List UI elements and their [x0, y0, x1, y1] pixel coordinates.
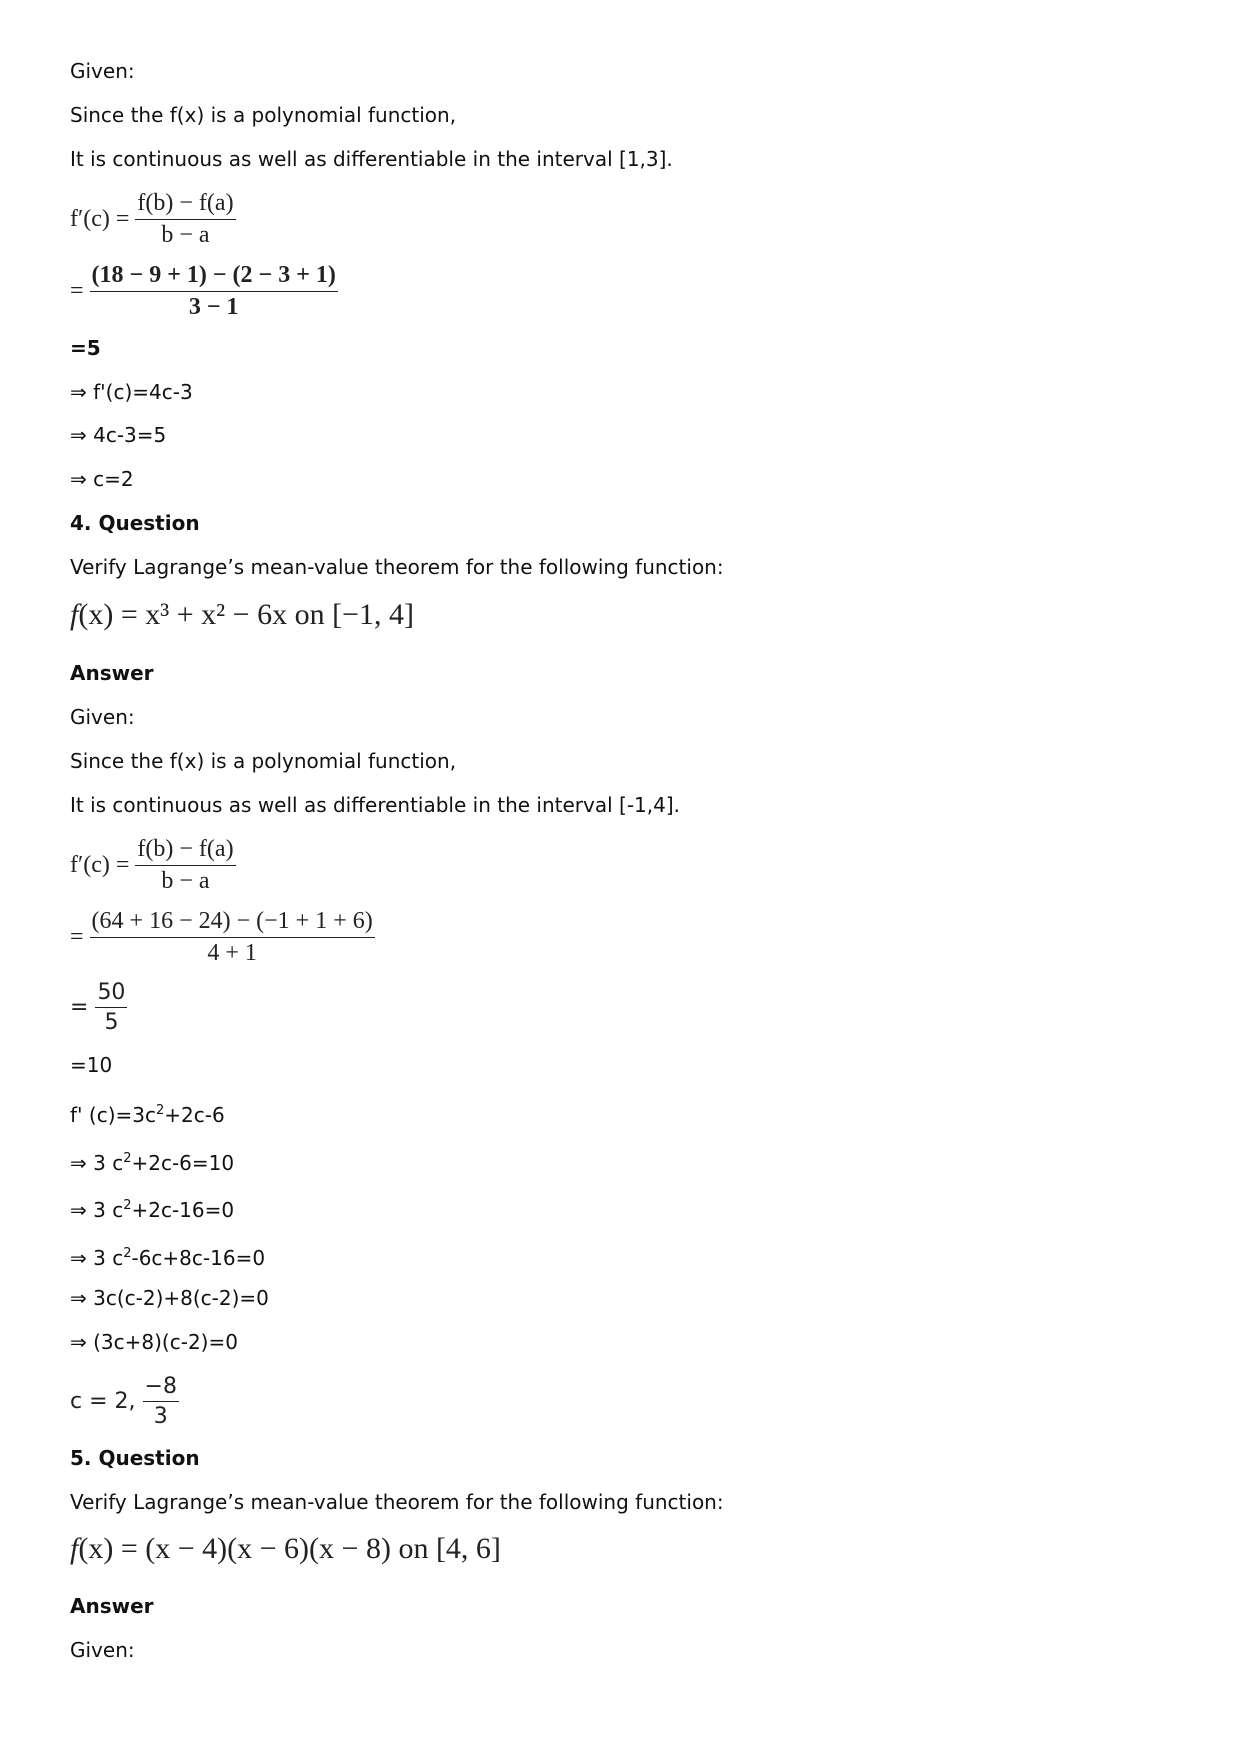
mvt-lhs: f′(c) =: [70, 852, 130, 878]
step-line: ⇒ 3c(c-2)+8(c-2)=0: [70, 1286, 269, 1310]
mvt-formula: [70, 190, 236, 249]
substitution-fraction: [90, 262, 338, 321]
equals-sign: =: [70, 278, 84, 304]
result-value: =5: [70, 336, 101, 360]
answer-label: Answer: [70, 661, 154, 685]
continuity-statement: It is continuous as well as differentiable in the interval [-1,4].: [70, 793, 681, 817]
step-line: ⇒ 3 $c^2-6c+8c-16=0$: [70, 1246, 266, 1270]
continuity-statement: It is continuous as well as differentiable in the interval [1,3].: [70, 147, 673, 171]
simplified-fraction: [70, 980, 127, 1035]
equals-sign: =: [70, 995, 89, 1020]
substitution-numerator: (64 + 16 − 24) − (−1 + 1 + 6): [90, 908, 375, 938]
question-5-heading: 5. Question: [70, 1446, 200, 1470]
mvt-formula: [70, 836, 236, 895]
given-label: Given:: [70, 705, 135, 729]
final-lhs: c = 2,: [70, 1389, 136, 1414]
substitution-formula: [70, 908, 375, 967]
question-4-heading: 4. Question: [70, 511, 200, 535]
polynomial-statement: Since the f(x) is a polynomial function,: [70, 103, 457, 127]
fraction-numerator: 50: [95, 980, 127, 1008]
equals-sign: =: [70, 924, 84, 950]
substitution-fraction: [90, 908, 375, 967]
substitution-denominator: 3 − 1: [188, 294, 239, 320]
final-denominator: 3: [153, 1404, 168, 1429]
substitution-denominator: 4 + 1: [207, 940, 257, 966]
result-value: =10: [70, 1053, 113, 1077]
mvt-numerator: f(b) − f(a): [135, 190, 235, 220]
step-equation: ⇒ 4c-3=5: [70, 423, 167, 447]
substitution-formula: [70, 262, 338, 321]
mvt-fraction: [135, 190, 235, 249]
question-5-function: f(x) = (x − 4)(x − 6)(x − 8) on [4, 6]: [70, 1532, 501, 1565]
question-5-prompt: Verify Lagrange’s mean-value theorem for the following function:: [70, 1490, 724, 1514]
mvt-denominator: b − a: [161, 222, 210, 248]
substitution-numerator: (18 − 9 + 1) − (2 − 3 + 1): [90, 262, 338, 292]
step-line: ⇒ 3 $c^2+2c-6=10$: [70, 1151, 235, 1175]
given-label: Given:: [70, 1638, 135, 1662]
question-4-function: f(x) = x³ + x² − 6x on [−1, 4]: [70, 598, 414, 631]
step-line: ⇒ 3 $c^2+2c-16=0$: [70, 1198, 235, 1222]
mvt-denominator: b − a: [161, 868, 210, 894]
given-label: Given:: [70, 59, 135, 83]
final-numerator: −8: [143, 1374, 179, 1402]
question-4-prompt: Verify Lagrange’s mean-value theorem for the following function:: [70, 555, 724, 579]
step-derivative: ⇒ f'(c)=4c-3: [70, 380, 193, 404]
final-solution: [70, 1374, 179, 1429]
answer-label: Answer: [70, 1594, 154, 1618]
mvt-fraction: [135, 836, 235, 895]
step-line: ⇒ (3c+8)(c-2)=0: [70, 1330, 238, 1354]
polynomial-statement: Since the f(x) is a polynomial function,: [70, 749, 457, 773]
derivative-line: f' $(c)=3c^2+2c-6$: [70, 1103, 225, 1127]
mvt-numerator: f(b) − f(a): [135, 836, 235, 866]
mvt-lhs: f′(c) =: [70, 206, 130, 232]
fraction-denominator: 5: [104, 1010, 119, 1035]
step-solution: ⇒ c=2: [70, 467, 134, 491]
